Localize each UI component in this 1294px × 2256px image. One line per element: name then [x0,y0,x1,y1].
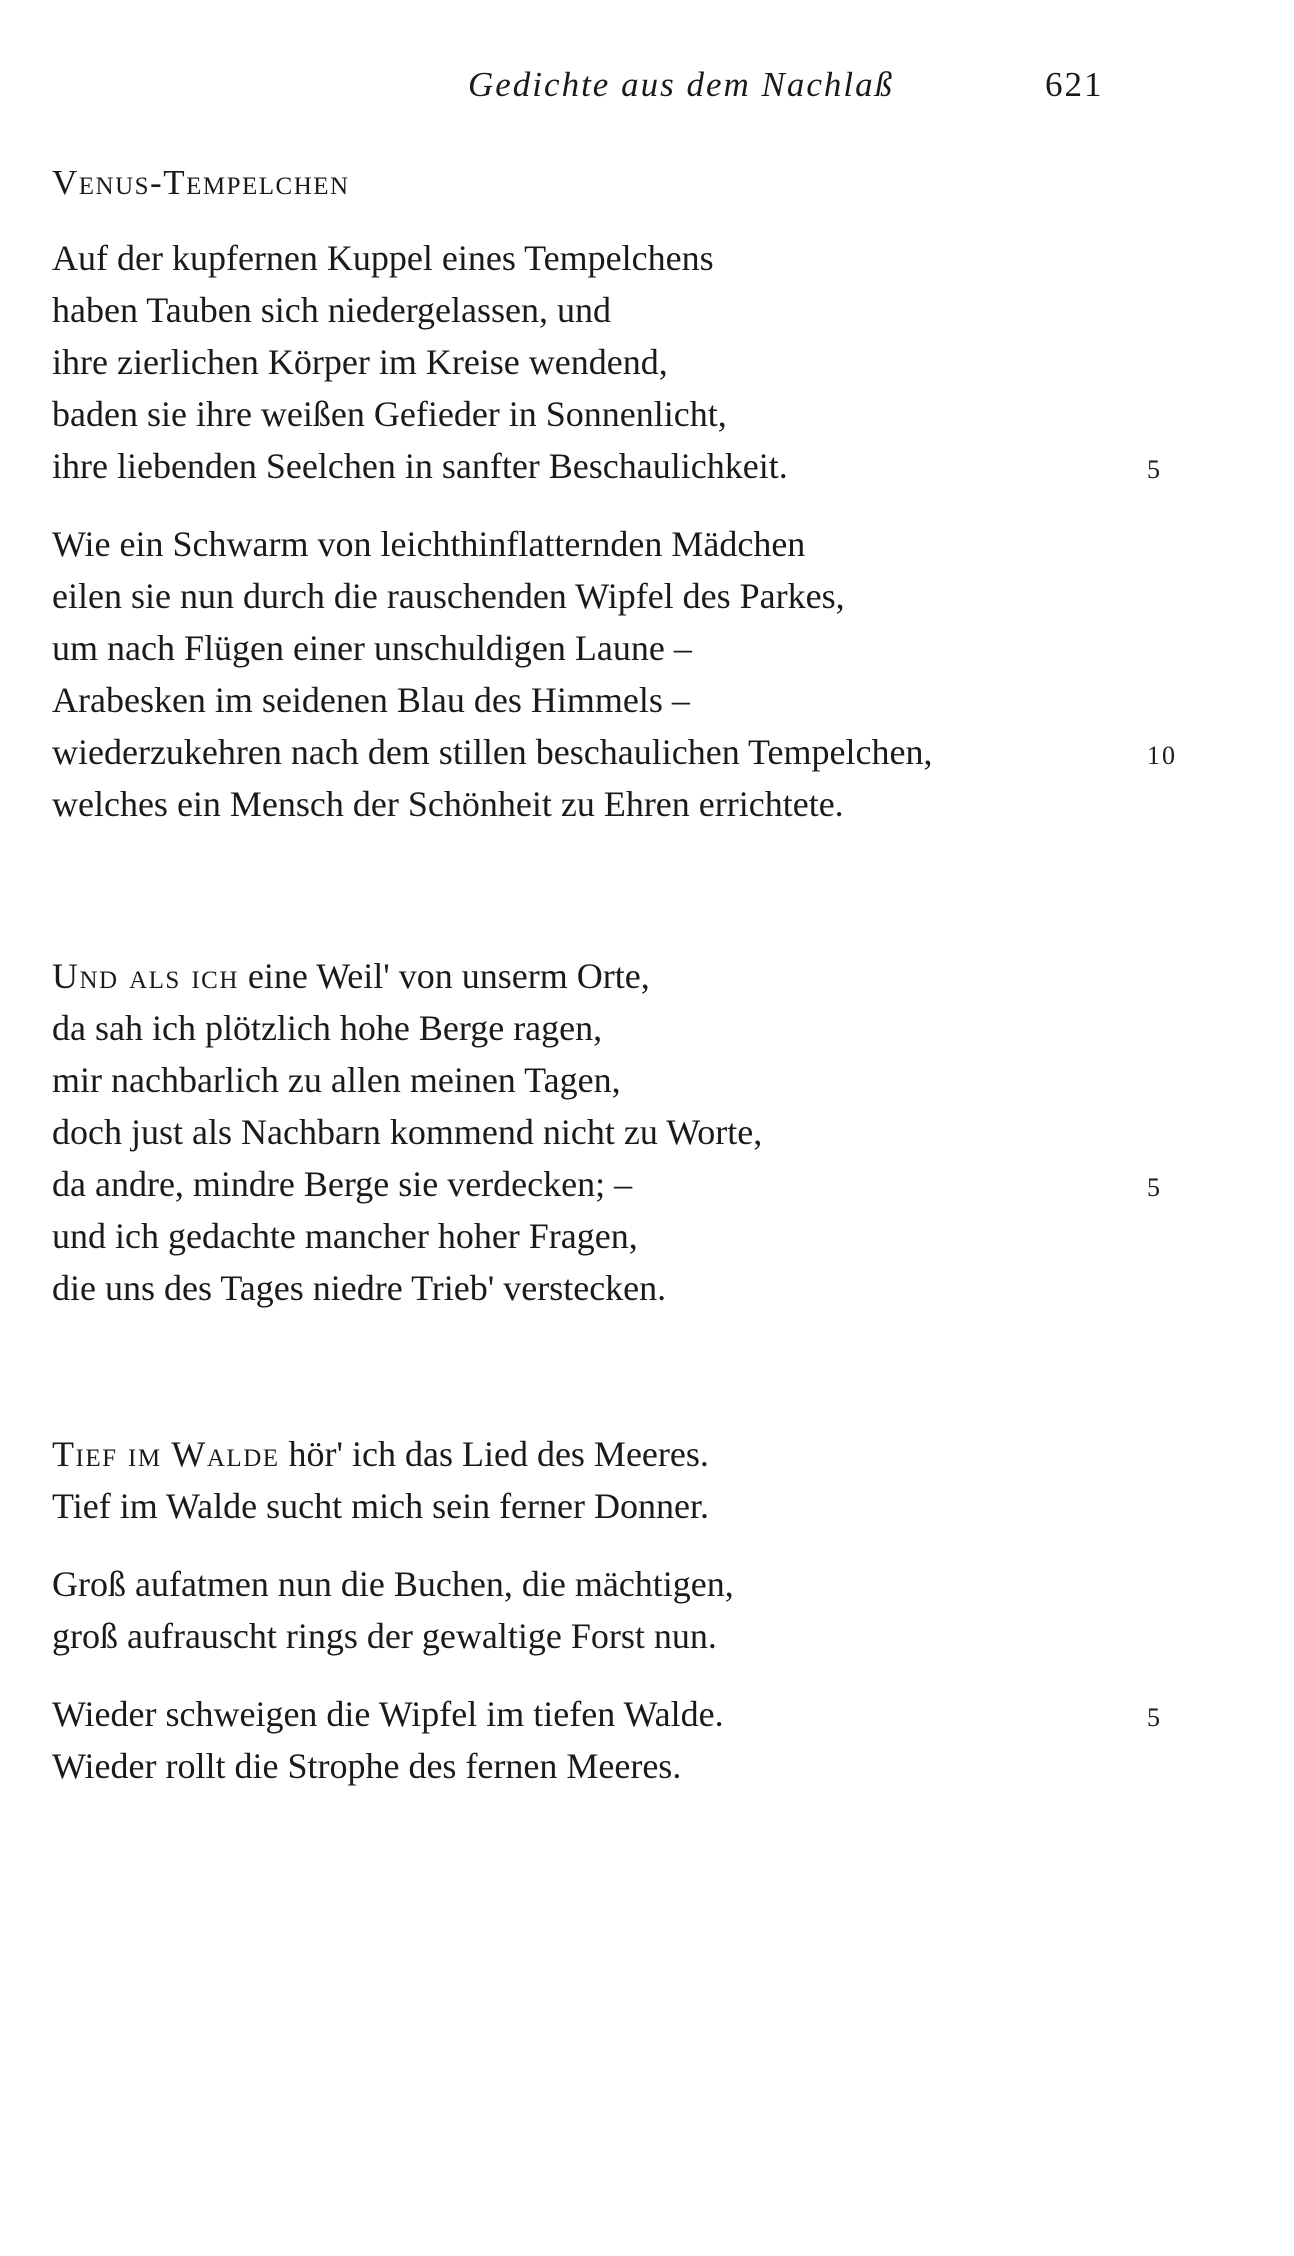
verse-line [52,1688,1212,1740]
verse-line: groß aufrauscht rings der gewaltige Forst nun. [52,1616,717,1656]
line-number: 5 [1147,1703,1162,1732]
verse-line: um nach Flügen einer unschuldigen Laune – [52,628,692,668]
verse-line: ihre zierlichen Körper im Kreise wendend, [52,342,668,382]
poem-venus-tempelchen [52,160,1212,856]
verse-line: Wieder rollt die Strophe des fernen Meeres. [52,1746,682,1786]
page-number: 621 [1045,65,1104,104]
verse-line: da sah ich plötzlich hohe Berge ragen, [52,1008,603,1048]
poem-und-als-ich [52,950,1212,1340]
verse-line: welches ein Mensch der Schönheit zu Ehren errichtete. [52,784,844,824]
verse-text: ihre liebenden Seelchen in sanfter Beschaulichkeit. [52,446,788,486]
verse-line: Auf der kupfernen Kuppel eines Tempelchens [52,238,714,278]
verse-line [52,440,1212,492]
verse-lead-caps: Und als ich [52,956,239,996]
verse-line: die uns des Tages niedre Trieb' verstecken. [52,1268,667,1308]
verse-line [52,1428,1212,1480]
verse-line [52,726,1212,778]
verse-text: wiederzukehren nach dem stillen beschaulichen Tempelchen, [52,732,933,772]
running-header: Gedichte aus dem Nachlaß [468,65,895,104]
line-number: 5 [1147,1173,1162,1202]
stanza [52,1428,1212,1532]
verse-line [52,1158,1212,1210]
stanza [52,1688,1212,1792]
verse-text: Wieder schweigen die Wipfel im tiefen Walde. [52,1694,724,1734]
verse-line: Wie ein Schwarm von leichthinflatternden Mädchen [52,524,806,564]
verse-text: eine Weil' von unserm Orte, [238,956,650,996]
verse-lead-caps: Tief im Walde [52,1434,280,1474]
stanza [52,518,1212,830]
verse-text: hör' ich das Lied des Meeres. [279,1434,709,1474]
verse-line [52,950,1212,1002]
verse-line: haben Tauben sich niedergelassen, und [52,290,611,330]
line-number: 5 [1147,455,1162,484]
stanza [52,232,1212,492]
verse-line: und ich gedachte mancher hoher Fragen, [52,1216,638,1256]
stanza [52,1558,1212,1662]
verse-line: doch just als Nachbarn kommend nicht zu Worte, [52,1112,763,1152]
verse-line: eilen sie nun durch die rauschenden Wipfel des Parkes, [52,576,845,616]
stanza [52,950,1212,1314]
line-number: 10 [1147,741,1177,770]
poem-title: Venus-Tempelchen [52,163,350,202]
verse-line: Tief im Walde sucht mich sein ferner Donner. [52,1486,709,1526]
verse-line: mir nachbarlich zu allen meinen Tagen, [52,1060,621,1100]
verse-text: da andre, mindre Berge sie verdecken; – [52,1164,633,1204]
verse-line: Groß aufatmen nun die Buchen, die mächtigen, [52,1564,734,1604]
verse-line: baden sie ihre weißen Gefieder in Sonnenlicht, [52,394,727,434]
verse-line: Arabesken im seidenen Blau des Himmels – [52,680,690,720]
poem-tief-im-walde [52,1428,1212,1818]
